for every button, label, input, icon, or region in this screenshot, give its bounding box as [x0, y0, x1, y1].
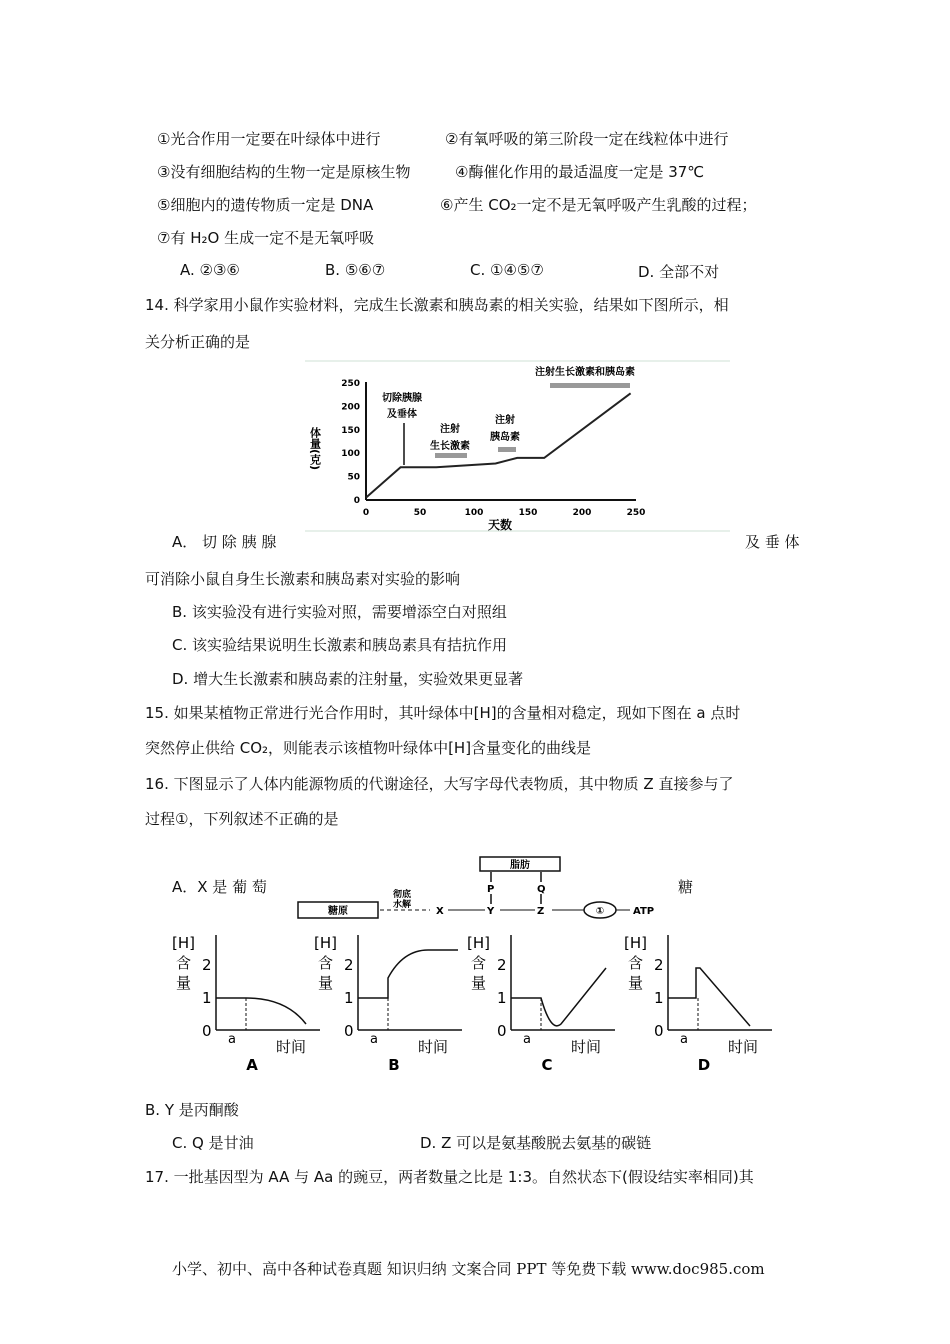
- tick: 0: [344, 1022, 354, 1040]
- h-content-graph-b: [312, 930, 472, 1075]
- q16-option-b: B. Y 是丙酮酸: [145, 1101, 239, 1119]
- x-tick-label: 100: [464, 508, 484, 518]
- q14-option-a-line2: 可消除小鼠自身生长激素和胰岛素对实验的影响: [145, 570, 461, 588]
- annotation: 切除胰腺: [382, 393, 422, 404]
- tick: 1: [654, 989, 664, 1007]
- x-tick-label: 250: [626, 508, 646, 518]
- process-1: ①: [595, 906, 605, 917]
- q14-stem-2: 关分析正确的是: [145, 333, 251, 351]
- tick: 2: [202, 956, 212, 974]
- y-tick-label: 100: [341, 449, 360, 460]
- q14-option-a-cont: 及 垂 体: [745, 533, 800, 551]
- y-label: [H]: [467, 934, 490, 952]
- y-label: [H]: [314, 934, 337, 952]
- label: 彻底: [392, 890, 412, 900]
- tick-a: a: [370, 1032, 378, 1047]
- q14-option-c: C. 该实验结果说明生长激素和胰岛素具有拮抗作用: [172, 636, 508, 654]
- statement-7: ⑦有 H₂O 生成一定不是无氧呼吸: [157, 229, 375, 247]
- tick: 1: [497, 989, 507, 1007]
- graph-name: A: [246, 1056, 258, 1074]
- statement-4: ④酶催化作用的最适温度一定是 37℃: [455, 163, 705, 181]
- y-label: 含: [471, 954, 487, 972]
- tick-a: a: [680, 1032, 688, 1047]
- x-tick-label: 0: [362, 508, 370, 518]
- graph-name: D: [697, 1056, 711, 1074]
- y-label: 含: [628, 954, 644, 972]
- x-label: 时间: [571, 1038, 602, 1056]
- tick: 0: [202, 1022, 212, 1040]
- curve: [358, 950, 458, 998]
- y-label: 量: [176, 974, 192, 992]
- tick: 2: [654, 956, 664, 974]
- statement-2: ②有氧呼吸的第三阶段一定在线粒体中进行: [445, 130, 729, 148]
- statement-5: ⑤细胞内的遗传物质一定是 DNA: [157, 196, 374, 214]
- glycogen-box: 糖原: [328, 906, 348, 917]
- q15-stem: 15. 如果某植物正常进行光合作用时，其叶绿体中[H]的含量相对稳定，现如下图在 a 点时: [145, 704, 741, 722]
- x-tick-label: 150: [518, 508, 538, 518]
- annotation: 注射: [495, 415, 515, 426]
- y-label: [H]: [624, 934, 647, 952]
- tick: 1: [202, 989, 212, 1007]
- fat-box: 脂肪: [510, 860, 530, 871]
- q16-stem-2: 过程①，下列叙述不正确的是: [145, 810, 339, 828]
- h-content-graph-a: [170, 930, 330, 1075]
- graph-name: C: [541, 1056, 553, 1074]
- tick: 2: [497, 956, 507, 974]
- y-tick-label: 0: [353, 496, 360, 506]
- statement-1: ①光合作用一定要在叶绿体中进行: [157, 130, 381, 148]
- y-axis-label: 体量(克): [308, 427, 322, 471]
- q16-option-a-cont: 糖: [678, 878, 694, 896]
- q13-option-a: A. ②③⑥: [180, 261, 240, 279]
- y-tick-label: 200: [341, 402, 360, 413]
- tick: 0: [654, 1022, 664, 1040]
- node-x: X: [436, 906, 444, 917]
- q14-option-a: A． 切 除 胰 腺: [172, 533, 277, 551]
- y-label: [H]: [172, 934, 195, 952]
- graph-name: B: [388, 1056, 400, 1074]
- tick: 0: [497, 1022, 507, 1040]
- y-label: 量: [628, 974, 644, 992]
- q14-option-d: D. 增大生长激素和胰岛素的注射量，实验效果更显著: [172, 670, 524, 688]
- node-z: Z: [537, 906, 545, 917]
- q14-stem: 14. 科学家用小鼠作实验材料，完成生长激素和胰岛素的相关实验，结果如下图所示，相: [145, 296, 729, 314]
- node-atp: ATP: [633, 906, 655, 917]
- y-label: 量: [471, 974, 487, 992]
- x-label: 时间: [728, 1038, 759, 1056]
- x-axis-label: 天数: [487, 518, 513, 532]
- q14-option-b: B. 该实验没有进行实验对照，需要增添空白对照组: [172, 603, 507, 621]
- node-p: P: [487, 884, 495, 895]
- q16-stem: 16. 下图显示了人体内能源物质的代谢途径，大写字母代表物质，其中物质 Z 直接参与了: [145, 775, 734, 793]
- q13-option-b: B. ⑤⑥⑦: [325, 261, 386, 279]
- annotation: 生长激素: [430, 441, 470, 452]
- q16-option-c: C. Q 是甘油: [172, 1134, 254, 1152]
- curve: [216, 998, 306, 1024]
- node-q: Q: [537, 884, 546, 895]
- node-y: Y: [487, 906, 495, 917]
- annotation: 及垂体: [387, 409, 417, 420]
- y-tick-label: 150: [341, 425, 360, 436]
- y-tick-label: 50: [347, 472, 360, 483]
- metabolism-diagram: [290, 850, 690, 930]
- label: 水解: [392, 900, 412, 910]
- curve: [668, 968, 750, 1026]
- statement-3: ③没有细胞结构的生物一定是原核生物: [157, 163, 411, 181]
- annotation: 注射生长激素和胰岛素: [535, 367, 635, 378]
- q16-option-d: D. Z 可以是氨基酸脱去氨基的碳链: [420, 1134, 652, 1152]
- y-label: 含: [318, 954, 334, 972]
- tick-a: a: [228, 1032, 236, 1047]
- y-label: 含: [176, 954, 192, 972]
- annotation: 注射: [440, 424, 460, 435]
- x-tick-label: 200: [572, 508, 592, 518]
- x-tick-label: 50: [413, 508, 427, 518]
- tick: 1: [344, 989, 354, 1007]
- q13-option-c: C. ①④⑤⑦: [470, 261, 544, 279]
- y-label: 量: [318, 974, 334, 992]
- annotation: 胰岛素: [490, 432, 520, 443]
- curve: [511, 968, 606, 1026]
- y-tick-label: 250: [341, 379, 360, 389]
- statement-6: ⑥产生 CO₂一定不是无氧呼吸产生乳酸的过程；: [440, 196, 757, 214]
- x-label: 时间: [418, 1038, 449, 1056]
- h-content-graph-d: [622, 930, 782, 1075]
- tick: 2: [344, 956, 354, 974]
- q17-stem: 17. 一批基因型为 AA 与 Aa 的豌豆，两者数量之比是 1:3。自然状态下(假设结实率相同)其: [145, 1168, 754, 1186]
- x-label: 时间: [276, 1038, 307, 1056]
- q15-stem-2: 突然停止供给 CO₂，则能表示该植物叶绿体中[H]含量变化的曲线是: [145, 739, 592, 757]
- h-content-graph-c: [465, 930, 625, 1075]
- footer: 小学、初中、高中各种试卷真题 知识归纳 文案合同 PPT 等免费下载 www.doc985.com: [172, 1260, 765, 1278]
- q13-option-d: D. 全部不对: [638, 263, 720, 281]
- growth-chart: [300, 355, 740, 535]
- q16-option-a: A．X 是 葡 萄: [172, 878, 267, 896]
- tick-a: a: [523, 1032, 531, 1047]
